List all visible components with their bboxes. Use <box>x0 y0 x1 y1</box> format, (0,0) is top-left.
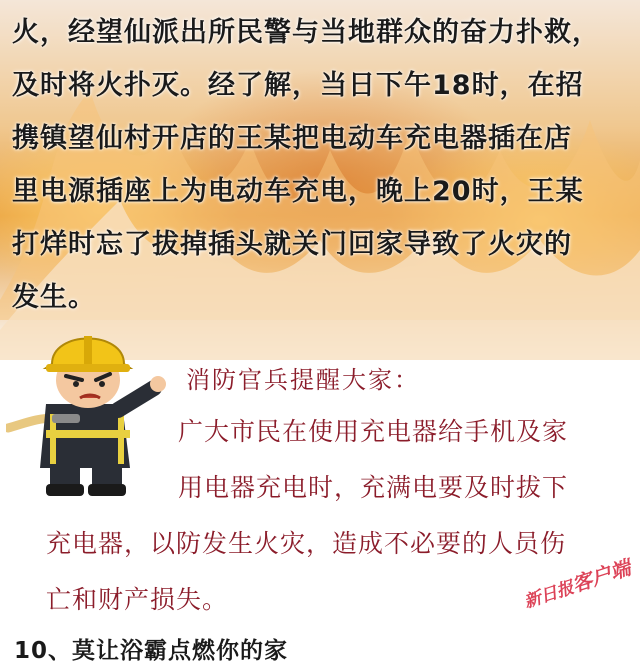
reminder-line: 亡和财产损失。 <box>46 585 229 614</box>
reminder-line: 广大市民在使用充电器给手机及家 <box>178 417 569 446</box>
watermark-part1: 新日报 <box>521 577 577 613</box>
watermark-part2: 客户端 <box>568 555 634 597</box>
story-line: 及时将火扑灭。经了解，当日下午18时，在招 <box>12 70 584 101</box>
section-heading: 10、莫让浴霸点燃你的家 <box>14 638 289 664</box>
story-line: 打烊时忘了拔掉插头就关门回家导致了火灾的 <box>12 229 572 260</box>
reminder-title: 消防官兵提醒大家： <box>186 366 420 394</box>
story-line: 火，经望仙派出所民警与当地群众的奋力扑救， <box>12 17 600 48</box>
story-line: 发生。 <box>12 282 96 313</box>
reminder-line: 充电器，以防发生火灾，造成不必要的人员伤 <box>46 529 567 558</box>
reminder-line: 用电器充电时，充满电要及时拔下 <box>178 473 569 502</box>
story-line: 里电源插座上为电动车充电，晚上20时，王某 <box>12 176 584 207</box>
story-text <box>12 6 632 324</box>
story-line: 携镇望仙村开店的王某把电动车充电器插在店 <box>12 123 572 154</box>
